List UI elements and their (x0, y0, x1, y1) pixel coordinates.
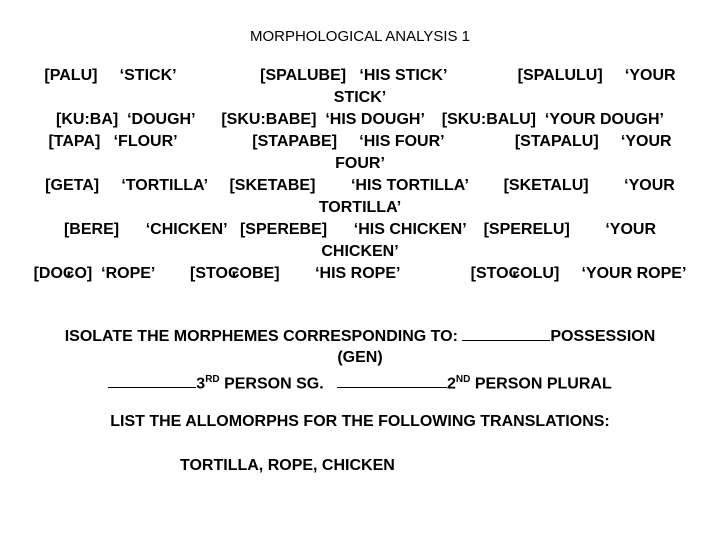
data-line-flour-cont: FOUR’ (335, 155, 385, 172)
answer-blank-3rd-person[interactable] (108, 373, 196, 388)
question1-item3-sup: ND (455, 374, 471, 385)
data-line-dough: [KU:BA] ‘DOUGH’ [SKU:BABE] ‘HIS DOUGH’ [SKU:BALU] ‘YOUR DOUGH’ (56, 111, 664, 128)
question2-items: TORTILLA, ROPE, CHICKEN (180, 457, 395, 474)
data-line-rope: [DO₢O] ‘ROPE’ [STO₢OBE] ‘HIS ROPE’ [STO₢OLU] ‘YOUR ROPE’ (33, 265, 687, 282)
data-line-stick: [PALU] ‘STICK’ [SPALUBE] ‘HIS STICK’ [SPALULU] ‘YOUR (44, 67, 676, 84)
question1-intro: ISOLATE THE MORPHEMES CORRESPONDING TO: (64, 328, 458, 345)
question1-line (8, 326, 712, 347)
question2-intro: LIST THE ALLOMORPHS FOR THE FOLLOWING TRANSLATIONS: (110, 413, 610, 430)
question1-item2-sup: RD (205, 374, 220, 385)
data-line-chicken: [BERE] ‘CHICKEN’ [SPEREBE] ‘HIS CHICKEN’ [SPERELU] ‘YOUR (63, 221, 657, 238)
question1-item3-post: PERSON PLURAL (470, 375, 612, 393)
data-line-chicken-cont: CHICKEN’ (321, 243, 399, 260)
data-line-stick-cont: STICK’ (333, 89, 387, 106)
answer-blank-possession[interactable] (462, 326, 550, 341)
data-line-tortilla-cont: TORTILLA’ (318, 199, 402, 216)
question1-item2-post: PERSON SG. (219, 375, 324, 393)
question1-line-cont (8, 348, 712, 368)
question1-item2-pre: 3 (196, 375, 206, 393)
question1-item1: POSSESSION (550, 328, 656, 345)
question1-item1-cont: (GEN) (337, 349, 383, 366)
data-line-tortilla: [GETA] ‘TORTILLA’ [SKETABE] ‘HIS TORTILLA’ [SKETALU] ‘YOUR (45, 177, 675, 194)
question1-line-items (8, 370, 712, 394)
question2-line (8, 412, 712, 432)
question1-item3-pre: 2 (447, 375, 456, 393)
question2-items-line (180, 456, 395, 476)
data-line-flour: [TAPA] ‘FLOUR’ [STAPABE] ‘HIS FOUR’ [STAPALU] ‘YOUR (48, 133, 672, 150)
answer-blank-2nd-person[interactable] (337, 373, 447, 388)
slide-title: MORPHOLOGICAL ANALYSIS 1 (249, 28, 471, 45)
